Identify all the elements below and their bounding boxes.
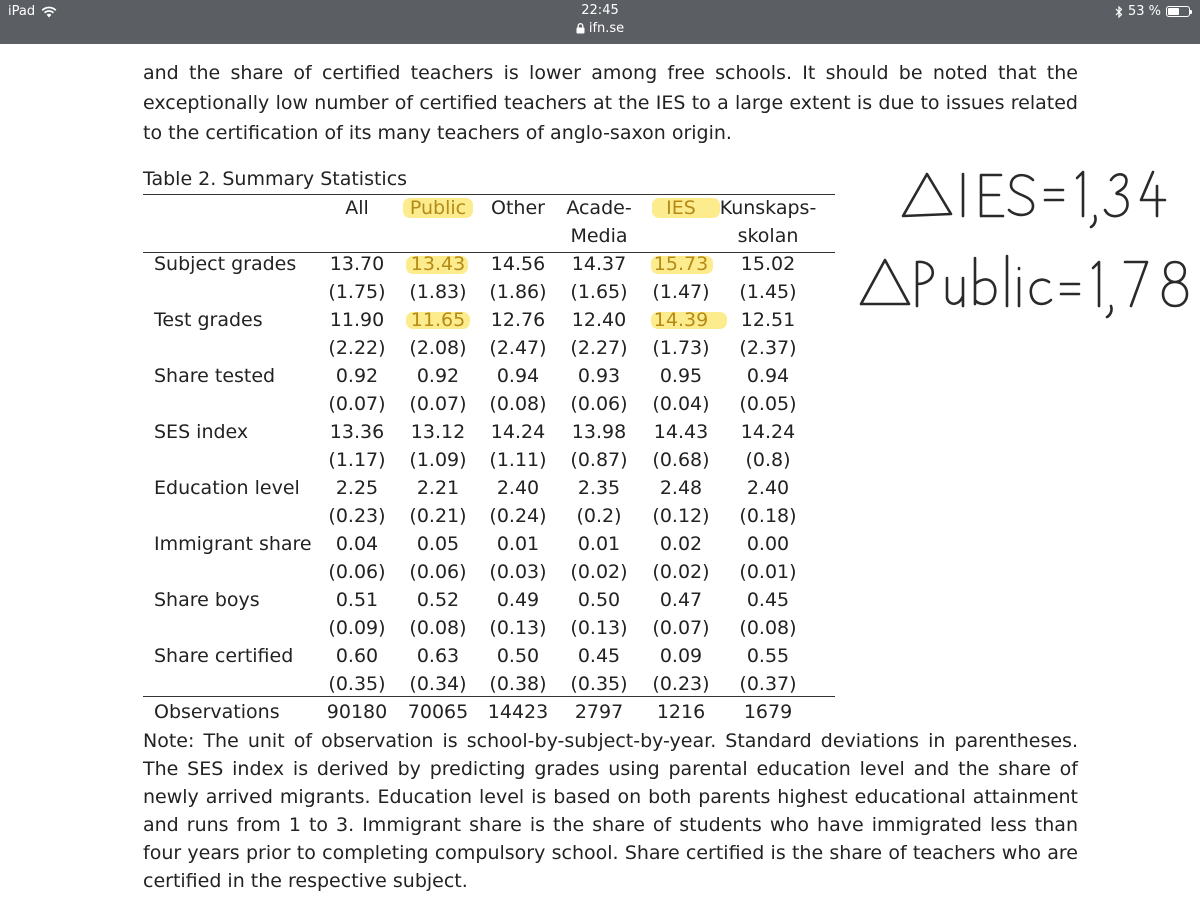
table-cell-sd: (1.11) <box>489 449 547 471</box>
col-header: Other <box>491 197 545 219</box>
table-cell-sd: (2.47) <box>489 337 547 359</box>
table-cell-sd: (0.13) <box>489 617 547 639</box>
table-cell-sd: (1.47) <box>652 281 710 303</box>
row-label: Share boys <box>154 589 260 611</box>
annotation-delta-ies <box>903 172 1165 227</box>
table-cell-sd: (0.38) <box>489 673 547 695</box>
row-label: Immigrant share <box>154 533 312 555</box>
table-cell-value: 0.00 <box>746 533 790 555</box>
battery-icon <box>1166 6 1190 17</box>
table-cell-value: 13.12 <box>410 421 466 443</box>
lock-icon <box>576 23 585 34</box>
table-cell-value: 2.25 <box>335 477 379 499</box>
row-label: Test grades <box>154 309 263 331</box>
table-cell-value: 0.45 <box>577 645 621 667</box>
table-cell-sd: (1.73) <box>652 337 710 359</box>
battery-fill <box>1168 8 1179 15</box>
handwritten-annotation <box>855 150 1200 350</box>
table-cell-sd: (0.04) <box>652 393 710 415</box>
row-label: Education level <box>154 477 300 499</box>
row-label: Share certified <box>154 645 294 667</box>
table-cell-sd: (0.12) <box>652 505 710 527</box>
table-cell-sd: (1.83) <box>409 281 467 303</box>
table-cell-value: 0.49 <box>496 589 540 611</box>
table-cell-value: 2.40 <box>746 477 790 499</box>
table-cell-sd: (1.45) <box>739 281 797 303</box>
table-cell-value: 0.50 <box>577 589 621 611</box>
intro-paragraph: and the share of certified teachers is lower among free schools. It should be noted that the exceptionally low number of certified teachers at the IES to a large extent is due to issues related to the certification of its many teachers of anglo-saxon origin. <box>143 62 1078 144</box>
table-cell-value: 14.37 <box>571 253 627 275</box>
observations-cell: 2797 <box>574 701 624 723</box>
battery-percent: 53 % <box>1127 4 1161 19</box>
table-cell-value: 13.43 <box>410 253 466 275</box>
col-header: Kunskaps- <box>719 197 817 219</box>
table-cell-value: 12.51 <box>740 309 796 331</box>
annotation-delta-public <box>861 256 1187 317</box>
col-header: Acade- <box>566 197 632 219</box>
table-cell-sd: (0.35) <box>328 673 386 695</box>
table-cell-value: 15.73 <box>653 253 709 275</box>
table-cell-value: 14.39 <box>653 309 709 331</box>
observations-cell: 70065 <box>407 701 469 723</box>
table-cell-value: 2.35 <box>577 477 621 499</box>
url-text: ifn.se <box>588 20 625 36</box>
table-cell-value: 13.70 <box>329 253 385 275</box>
table-cell-value: 0.02 <box>659 533 703 555</box>
table-cell-value: 0.52 <box>416 589 460 611</box>
table-cell-sd: (0.06) <box>328 561 386 583</box>
status-bar <box>0 0 1200 44</box>
table-cell-sd: (0.13) <box>570 617 628 639</box>
table-cell-sd: (0.07) <box>652 617 710 639</box>
table-cell-value: 0.92 <box>416 365 460 387</box>
table-cell-sd: (2.08) <box>409 337 467 359</box>
col-header-line2: skolan <box>737 225 799 247</box>
observations-cell: 1679 <box>743 701 793 723</box>
table-title: Table 2. Summary Statistics <box>143 168 408 190</box>
table-cell-value: 2.40 <box>496 477 540 499</box>
table-cell-value: 14.56 <box>490 253 546 275</box>
table-cell-sd: (0.87) <box>570 449 628 471</box>
table-cell-sd: (0.21) <box>409 505 467 527</box>
status-center <box>0 2 1200 38</box>
table-cell-sd: (0.35) <box>570 673 628 695</box>
table-cell-sd: (2.22) <box>328 337 386 359</box>
note-paragraph: Note: The unit of observation is school-by-subject-by-year. Standard deviations in parentheses. The SES index is derived by predicting grades using parental education level and the share of newly arrived migrants. Education level is based on both parents highest educational attainment and runs from 1 to 3. Immigrant share is the share of students who have immigrated less than four years prior to completing compulsory school. Share certified is the share of teachers who are certified in the respective subject. <box>143 730 1078 892</box>
table-cell-value: 0.05 <box>416 533 460 555</box>
table-cell-value: 0.51 <box>335 589 379 611</box>
table-cell-sd: (0.18) <box>739 505 797 527</box>
table-cell-sd: (0.37) <box>739 673 797 695</box>
table-cell-sd: (1.65) <box>570 281 628 303</box>
clock: 22:45 <box>581 3 619 18</box>
table-cell-value: 0.45 <box>746 589 790 611</box>
observations-cell: 1216 <box>656 701 706 723</box>
table-cell-sd: (0.02) <box>652 561 710 583</box>
table-cell-value: 11.90 <box>329 309 385 331</box>
table-cell-value: 15.02 <box>740 253 796 275</box>
table-cell-value: 0.60 <box>335 645 379 667</box>
observations-cell: 14423 <box>487 701 549 723</box>
table-cell-sd: (0.23) <box>652 673 710 695</box>
table-cell-value: 0.47 <box>659 589 703 611</box>
table-cell-value: 2.21 <box>416 477 460 499</box>
table-cell-sd: (0.23) <box>328 505 386 527</box>
table-cell-value: 14.43 <box>653 421 709 443</box>
address-bar[interactable] <box>576 20 624 38</box>
bluetooth-icon <box>1115 6 1123 18</box>
table-cell-value: 12.76 <box>490 309 546 331</box>
table-cell-value: 13.36 <box>329 421 385 443</box>
table-cell-sd: (0.08) <box>489 393 547 415</box>
status-right <box>1115 4 1190 19</box>
table-cell-value: 12.40 <box>571 309 627 331</box>
table-cell-sd: (2.27) <box>570 337 628 359</box>
table-cell-value: 0.93 <box>577 365 621 387</box>
table-cell-value: 0.01 <box>496 533 540 555</box>
col-header-line2: Media <box>570 225 628 247</box>
table-cell-value: 0.63 <box>416 645 460 667</box>
table-cell-value: 0.50 <box>496 645 540 667</box>
table-cell-sd: (0.06) <box>409 561 467 583</box>
table-cell-sd: (0.03) <box>489 561 547 583</box>
table-cell-sd: (0.07) <box>328 393 386 415</box>
table-cell-sd: (1.09) <box>409 449 467 471</box>
table-cell-sd: (0.09) <box>328 617 386 639</box>
table-cell-value: 0.95 <box>659 365 703 387</box>
device-name: iPad <box>8 4 36 19</box>
col-header: IES <box>666 197 696 219</box>
table-cell-value: 0.55 <box>746 645 790 667</box>
table-cell-value: 14.24 <box>740 421 796 443</box>
table-cell-sd: (1.17) <box>328 449 386 471</box>
table-cell-value: 2.48 <box>659 477 703 499</box>
table-cell-value: 13.98 <box>571 421 627 443</box>
table-cell-sd: (0.07) <box>409 393 467 415</box>
table-cell-sd: (0.68) <box>652 449 710 471</box>
table-cell-sd: (0.08) <box>739 617 797 639</box>
table-cell-sd: (0.06) <box>570 393 628 415</box>
table-cell-sd: (1.86) <box>489 281 547 303</box>
table-cell-sd: (1.75) <box>328 281 386 303</box>
table-cell-value: 0.09 <box>659 645 703 667</box>
table-cell-sd: (0.08) <box>409 617 467 639</box>
table-cell-sd: (0.24) <box>489 505 547 527</box>
table-cell-sd: (2.37) <box>739 337 797 359</box>
table-cell-value: 0.92 <box>335 365 379 387</box>
table-cell-value: 0.01 <box>577 533 621 555</box>
table-cell-value: 0.94 <box>746 365 790 387</box>
observations-cell: 90180 <box>326 701 388 723</box>
table-cell-value: 0.04 <box>335 533 379 555</box>
col-header: All <box>345 197 369 219</box>
row-label: SES index <box>154 421 249 443</box>
table-cell-sd: (0.8) <box>745 449 791 471</box>
table-cell-sd: (0.2) <box>576 505 622 527</box>
row-label-observations: Observations <box>154 701 280 723</box>
table-cell-value: 14.24 <box>490 421 546 443</box>
table-cell-sd: (0.02) <box>570 561 628 583</box>
table-cell-value: 11.65 <box>410 309 466 331</box>
table-cell-sd: (0.05) <box>739 393 797 415</box>
col-header: Public <box>409 197 467 219</box>
table-cell-sd: (0.01) <box>739 561 797 583</box>
row-label: Subject grades <box>154 253 297 275</box>
row-label: Share tested <box>154 365 276 387</box>
table-cell-sd: (0.34) <box>409 673 467 695</box>
table-cell-value: 0.94 <box>496 365 540 387</box>
